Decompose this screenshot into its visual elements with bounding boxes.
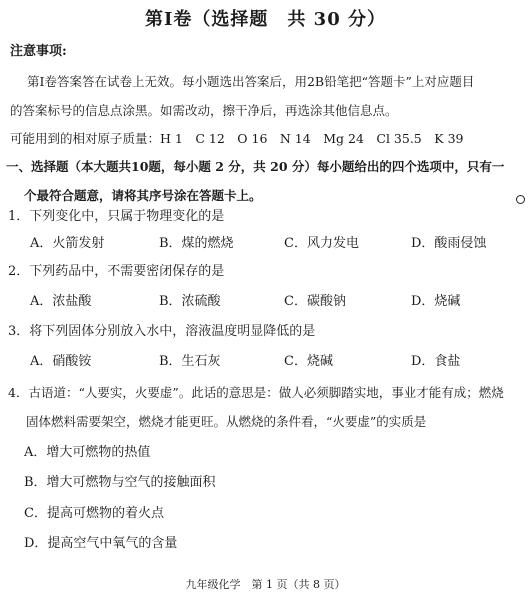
question-3-option-b[interactable]: B．生石灰 [159, 354, 221, 369]
question-2-option-d[interactable]: D．烧碱 [411, 294, 461, 309]
question-2-stem: 2．下列药品中，不需要密闭保存的是 [8, 264, 225, 279]
question-1-option-c[interactable]: C．风力发电 [284, 236, 359, 251]
question-3-option-c[interactable]: C．烧碱 [284, 354, 333, 369]
question-2-option-a[interactable]: A．浓盐酸 [30, 294, 92, 309]
question-3-option-a[interactable]: A．硝酸铵 [30, 354, 92, 369]
question-4-stem-line-1: 4．古语道：“人要实，火要虚”。此话的意思是：做人必须脚踏实地，事业才能有成；燃烧 [8, 385, 504, 400]
question-4-stem-line-2: 固体燃料需要架空，燃烧才能更旺。从燃烧的条件看，“火要虚”的实质是 [26, 414, 427, 429]
section-instructions-line-1: 一、选择题（本大题共10题，每小题 2 分，共 20 分）每小题给出的四个选项中，只有一 [6, 159, 505, 174]
page-footer: 九年级化学 第 1 页（共 8 页） [185, 578, 346, 591]
question-1-stem: 1．下列变化中，只属于物理变化的是 [8, 209, 225, 224]
question-4-option-d[interactable]: D．提高空气中氧气的含量 [24, 536, 178, 551]
page-title: 第Ⅰ卷（选择题 共 30 分） [144, 9, 386, 30]
question-1-option-d[interactable]: D．酸雨侵蚀 [411, 236, 487, 251]
question-4-option-c[interactable]: C．提高可燃物的着火点 [24, 506, 164, 521]
atomic-masses: 可能用到的相对原子质量：H 1 C 12 O 16 N 14 Mg 24 Cl 35.5 K 39 [10, 131, 464, 146]
notes-heading: 注意事项: [10, 44, 67, 59]
question-4-option-a[interactable]: A．增大可燃物的热值 [24, 445, 151, 460]
notes-line-1: 第Ⅰ卷答案答在试卷上无效。每小题选出答案后，用2B铅笔把“答题卡”上对应题目 [27, 74, 475, 89]
question-3-option-d[interactable]: D．食盐 [411, 354, 461, 369]
question-1-option-b[interactable]: B．煤的燃烧 [159, 236, 234, 251]
question-1-option-a[interactable]: A．火箭发射 [30, 236, 105, 251]
ring-mark [516, 195, 525, 204]
question-3-stem: 3．将下列固体分别放入水中，溶液温度明显降低的是 [8, 324, 316, 339]
section-instructions-line-2: 个最符合题意，请将其序号涂在答题卡上。 [24, 188, 262, 203]
question-2-option-c[interactable]: C．碳酸钠 [284, 294, 346, 309]
question-2-option-b[interactable]: B．浓硫酸 [159, 294, 221, 309]
question-4-option-b[interactable]: B．增大可燃物与空气的接触面积 [24, 475, 216, 490]
notes-line-2: 的答案标号的信息点涂黑。如需改动，擦干净后，再选涂其他信息点。 [10, 103, 398, 118]
